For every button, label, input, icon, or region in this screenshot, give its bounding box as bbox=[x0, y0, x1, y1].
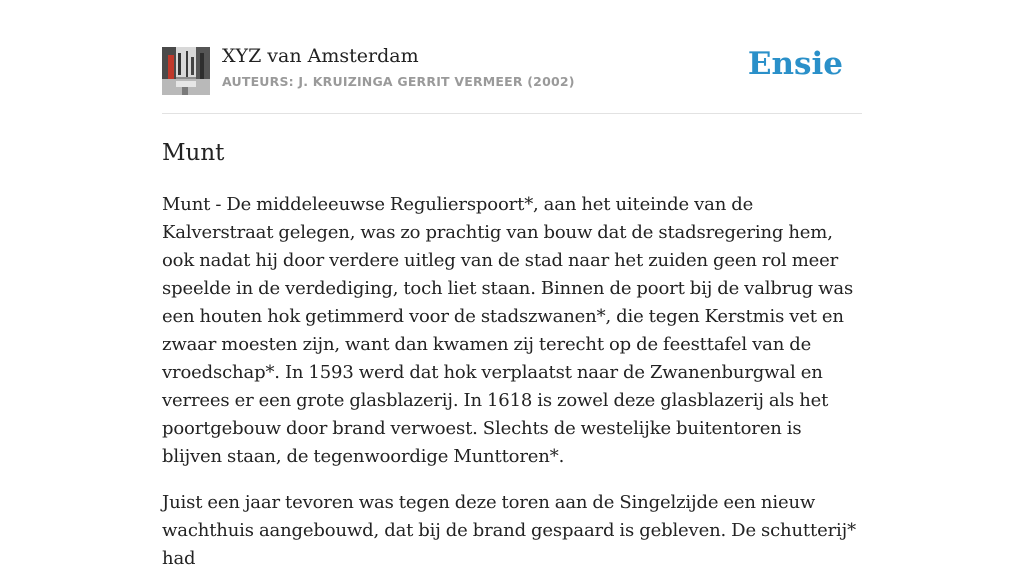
ensie-logo[interactable]: Ensie bbox=[747, 46, 843, 82]
source-title[interactable]: XYZ van Amsterdam bbox=[222, 45, 419, 67]
source-avatar[interactable] bbox=[162, 47, 210, 95]
entry-paragraph: Juist een jaar tevoren was tegen deze toren aan de Singelzijde een nieuw wachthuis aangebouwd, dat bij de brand gespaard is gebleven. De schutterij* had bbox=[162, 492, 856, 569]
amsterdam-street-photo-icon bbox=[162, 47, 210, 95]
source-header bbox=[162, 0, 862, 114]
entry-paragraph: Munt - De middeleeuwse Regulierspoort*, aan het uiteinde van de Kalverstraat gelegen, was zo prachtig van bouw dat de stadsregering hem, ook nadat hij door verdere uitleg van de stad naar het zuiden geen rol meer speelde in de verdediging, toch liet staan. Binnen de poort bij de valbrug was een houten hok getimmerd voor de stadszwanen*, die tegen Kerstmis vet en zwaar moesten zijn, want dan kwamen zij terecht op de feesttafel van de vroedschap*. In 1593 werd dat hok verplaatst naar de Zwanenburgwal en verrees er een grote glasblazerij. In 1618 is zowel deze glasblazerij als het poortgebouw door brand verwoest. Slechts de westelijke buitentoren is blijven staan, de tegenwoordige Munttoren*. bbox=[162, 194, 854, 467]
authors-line: AUTEURS: J. KRUIZINGA GERRIT VERMEER (2002) bbox=[222, 74, 575, 89]
entry-title: Munt bbox=[162, 140, 225, 166]
article-container bbox=[162, 0, 862, 573]
